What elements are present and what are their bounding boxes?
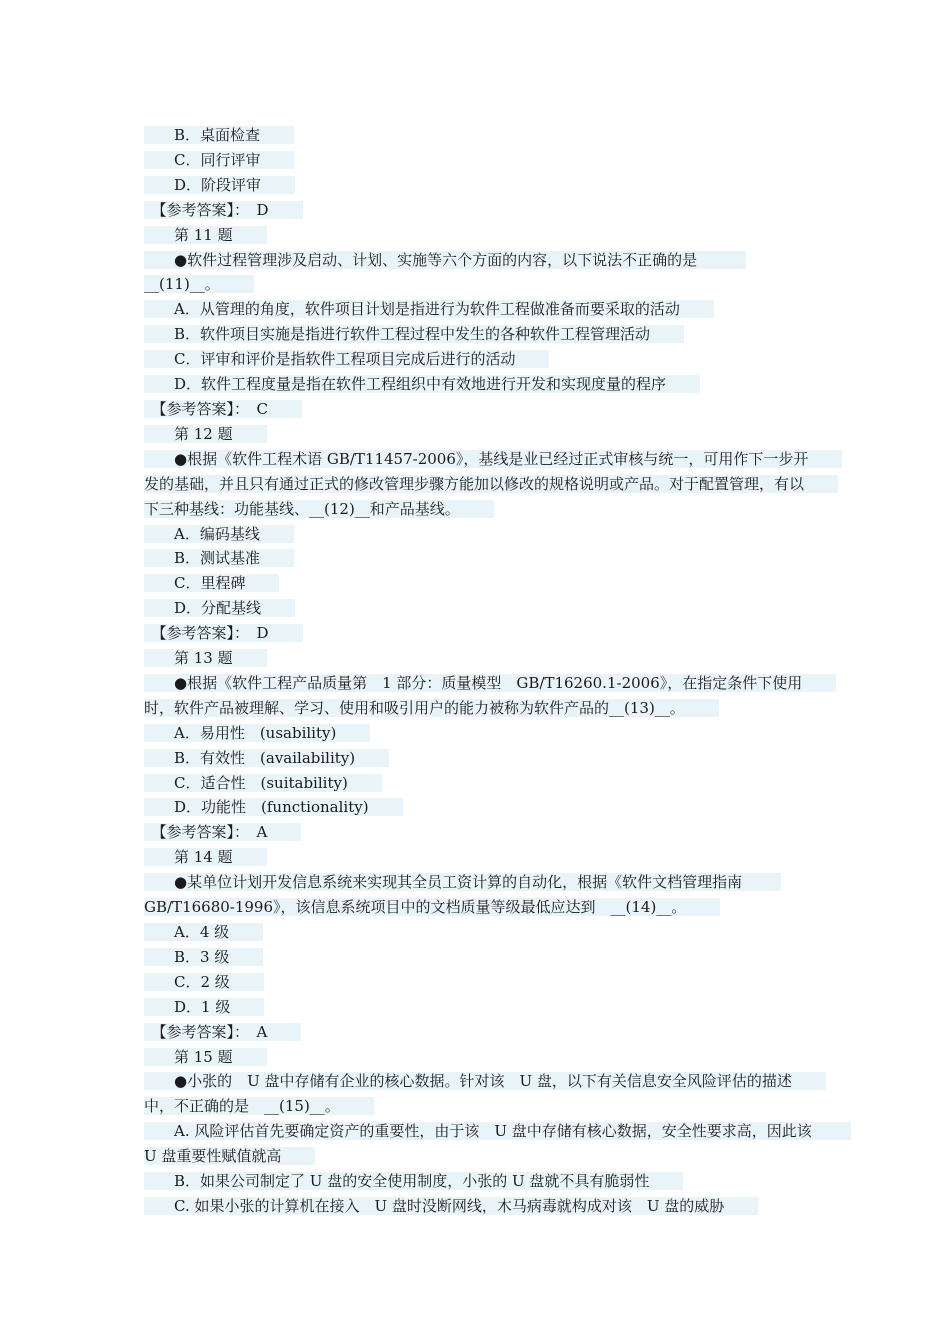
q11-option-b: B．软件项目实施是指进行软件工程过程中发生的各种软件工程管理活动 (144, 322, 812, 347)
q14-option-a: A．4 级 (144, 920, 812, 945)
q13-option-a: A．易用性 (usability) (144, 721, 812, 746)
q11-option-a: A．从管理的角度，软件项目计划是指进行为软件工程做准备而要采取的活动 (144, 297, 812, 322)
question-title-14: 第 14 题 (144, 845, 812, 870)
document-page (144, 123, 817, 1219)
question-title-11: 第 11 题 (144, 223, 812, 248)
answer-q13: 【参考答案】： A (144, 820, 812, 845)
question-12-text: ●根据《软件工程术语 GB/T11457-2006》，基线是业已经过正式审核与统一，可用作下一步开发的基础，并且只有通过正式的修改管理步骤方能加以修改的规格说明或产品。对于配置管理，有以下三种基线：功能基线、__(12)__和产品基线。 (144, 447, 812, 522)
q14-option-c: C．2 级 (144, 970, 812, 995)
q15-option-b: B．如果公司制定了 U 盘的安全使用制度，小张的 U 盘就不具有脆弱性 (144, 1169, 812, 1194)
answer-q14: 【参考答案】： A (144, 1020, 812, 1045)
q11-option-c: C．评审和评价是指软件工程项目完成后进行的活动 (144, 347, 812, 372)
option-b-desk-check: B．桌面检查 (144, 123, 812, 148)
question-11-text: ●软件过程管理涉及启动、计划、实施等六个方面的内容，以下说法不正确的是 __(11)__。 (144, 248, 812, 298)
q11-option-d: D．软件工程度量是指在软件工程组织中有效地进行开发和实现度量的程序 (144, 372, 812, 397)
q12-option-c: C．里程碑 (144, 571, 812, 596)
q13-option-d: D．功能性 (functionality) (144, 795, 812, 820)
question-15-text: ●小张的 U 盘中存储有企业的核心数据。针对该 U 盘，以下有关信息安全风险评估的描述中，不正确的是 __(15)__。 (144, 1069, 812, 1119)
option-d-phase-review: D．阶段评审 (144, 173, 812, 198)
question-14-text: ●某单位计划开发信息系统来实现其全员工资计算的自动化，根据《软件文档管理指南 GB/T16680-1996》，该信息系统项目中的文档质量等级最低应达到 __(14)__。 (144, 870, 812, 920)
question-title-15: 第 15 题 (144, 1045, 812, 1070)
answer-q10: 【参考答案】： D (144, 198, 812, 223)
q12-option-a: A．编码基线 (144, 522, 812, 547)
q15-option-a: A. 风险评估首先要确定资产的重要性，由于该 U 盘中存储有核心数据，安全性要求高，因此该 U 盘重要性赋值就高 (144, 1119, 812, 1169)
q14-option-d: D．1 级 (144, 995, 812, 1020)
question-13-text: ●根据《软件工程产品质量第 1 部分：质量模型 GB/T16260.1-2006》，在指定条件下使用时，软件产品被理解、学习、使用和吸引用户的能力被称为软件产品的__(13)__。 (144, 671, 812, 721)
q13-option-c: C．适合性 (suitability) (144, 771, 812, 796)
q15-option-c: C. 如果小张的计算机在接入 U 盘时没断网线，木马病毒就构成对该 U 盘的威胁 (144, 1194, 812, 1219)
answer-q11: 【参考答案】： C (144, 397, 812, 422)
option-c-peer-review: C．同行评审 (144, 148, 812, 173)
q13-option-b: B．有效性 (availability) (144, 746, 812, 771)
question-title-12: 第 12 题 (144, 422, 812, 447)
q12-option-b: B．测试基准 (144, 546, 812, 571)
question-title-13: 第 13 题 (144, 646, 812, 671)
q14-option-b: B．3 级 (144, 945, 812, 970)
answer-q12: 【参考答案】： D (144, 621, 812, 646)
q12-option-d: D．分配基线 (144, 596, 812, 621)
